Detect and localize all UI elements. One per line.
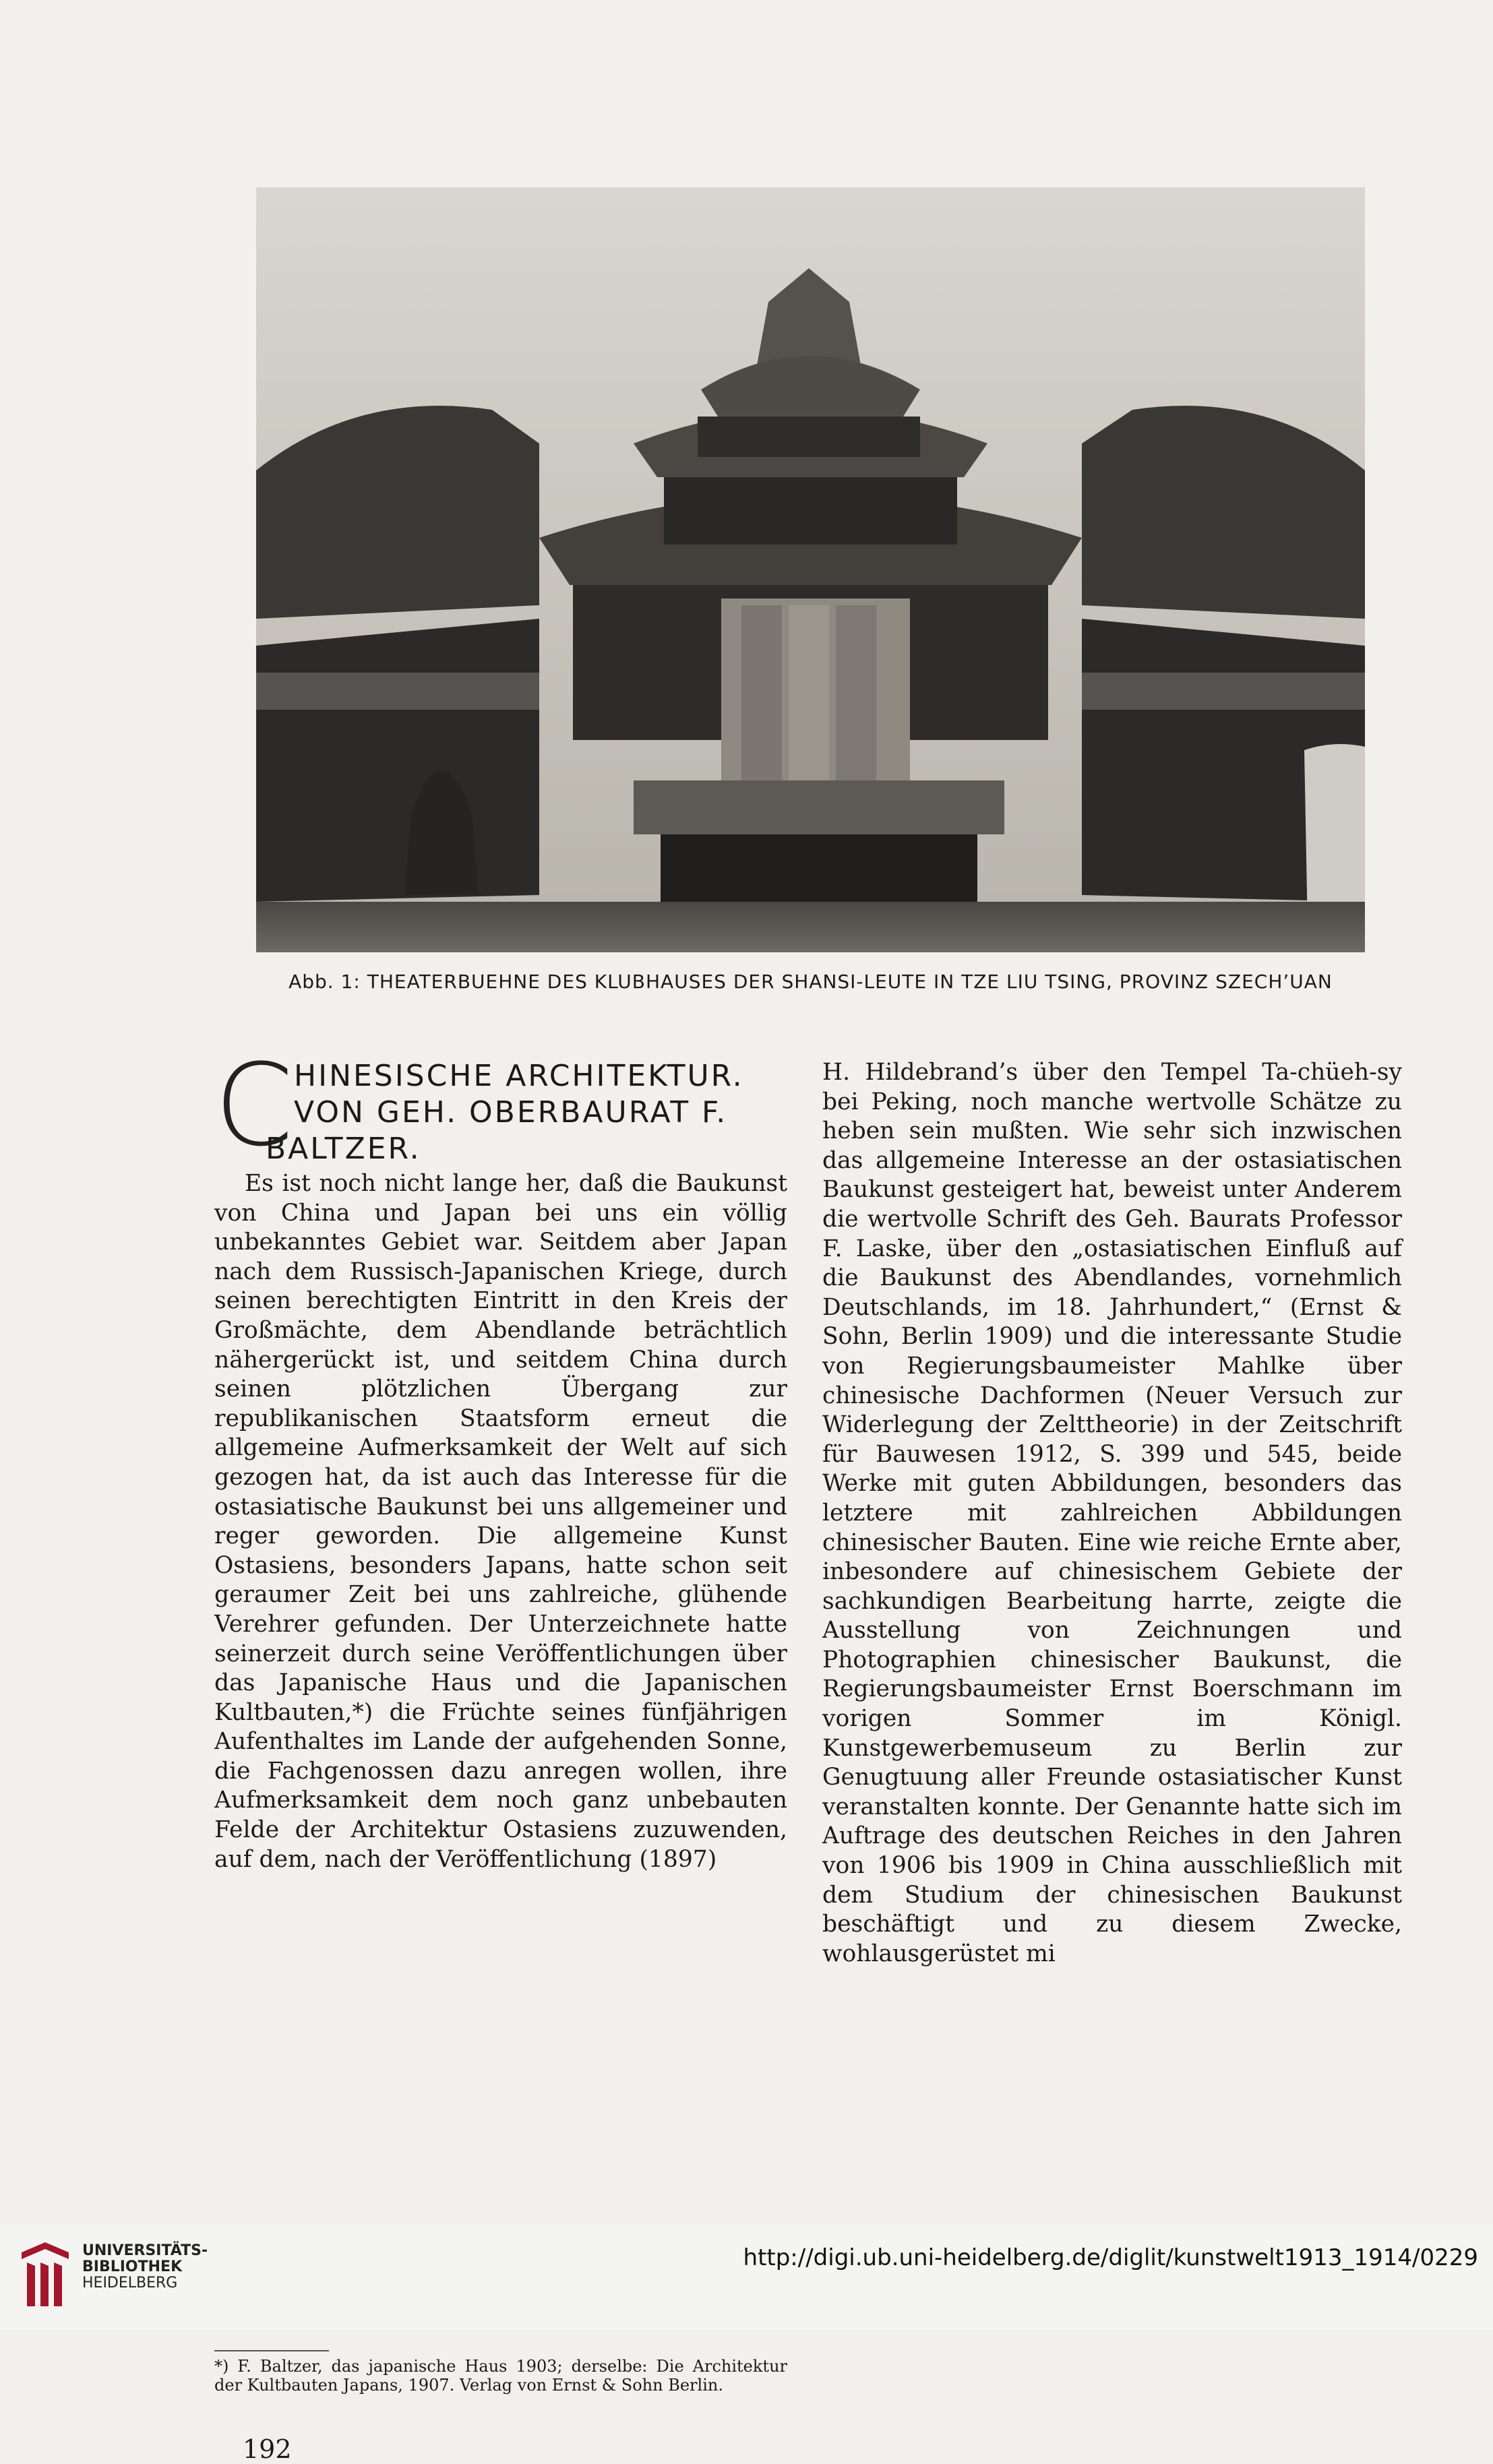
library-line-3: HEIDELBERG xyxy=(82,2275,178,2291)
page-number: 192 xyxy=(243,2434,292,2464)
article-left-column xyxy=(214,1039,787,1874)
library-line-1: UNIVERSITÄTS- xyxy=(82,2242,208,2259)
article-title xyxy=(214,1039,787,1171)
library-logo-icon[interactable] xyxy=(15,2239,75,2313)
footer-bar xyxy=(0,2224,1493,2330)
article-right-column xyxy=(822,1058,1402,1969)
title-line-2: VON GEH. OBERBAURAT F. xyxy=(294,1095,728,1130)
permalink-url[interactable]: http://digi.ub.uni-heidelberg.de/diglit/kunstwelt1913_1914/0229 xyxy=(743,2244,1478,2271)
library-line-2: BIBLIOTHEK xyxy=(82,2258,183,2275)
theater-stage-photograph xyxy=(256,187,1365,952)
left-column-text: Es ist noch nicht lange her, daß die Baukunst von China und Japan bei uns ein völlig unbekanntes Gebiet war. Seitdem aber Japan nach dem Russisch-Japanischen Kriege, durch seinen berechtigten Eintritt in den Kreis der Großmächte, dem Abendlande beträchtlich nähergerückt ist, und seitdem China durch seinen plötzlichen Übergang zur republikanischen Staatsform erneut die allgemeine Aufmerksamkeit der Welt auf sich gezogen hat, da ist auch das Interesse für die ostasiatische Baukunst bei uns allgemeiner und reger geworden. Die allgemeine Kunst Ostasiens, besonders Japans, hatte schon seit geraumer Zeit bei uns zahlreiche, glühende Verehrer gefunden. Der Unterzeichnete hatte seinerzeit durch seine Veröffentlichungen über das Japanische Haus und die Japanischen Kultbauten,*) die Früchte seines fünfjährigen Aufenthaltes im Lande der aufgehenden Sonne, die Fachgenossen dazu anregen wollen, ihre Aufmerksamkeit dem noch ganz unbebauten Felde der Architektur Ostasiens zuzuwenden, auf dem, nach der Veröffentlichung (1897) xyxy=(214,1170,787,1873)
library-name xyxy=(82,2243,208,2291)
right-column-text: H. Hildebrand’s über den Tempel Ta-chüeh-sy bei Peking, noch manche wertvolle Schätze zu heben sein mußten. Wie sehr sich inzwischen das allgemeine Interesse an der ostasiatischen Baukunst gesteigert hat, beweist unter Anderem die wertvolle Schrift des Geh. Baurats Professor F. Laske, über den „ostasiatischen Einfluß auf die Baukunst des Abendlandes, vornehmlich Deutschlands, im 18. Jahrhundert,“ (Ernst & Sohn, Berlin 1909) und die interessante Studie von Regierungsbaumeister Mahlke über chinesische Dachformen (Neuer Versuch zur Widerlegung der Zelttheorie) in der Zeitschrift für Bauwesen 1912, S. 399 und 545, beide Werke mit guten Abbildungen, besonders das letztere mit zahlreichen Abbildungen chinesischer Bauten. Eine wie reiche Ernte aber, inbesondere auf chinesischem Gebiete der sachkundigen Bearbeitung harrte, zeigte die Ausstellung von Zeichnungen und Photographien chinesischer Baukunst, die Regierungsbaumeister Ernst Boerschmann im vorigen Sommer im Königl. Kunstgewerbemuseum zu Berlin zur Genugtuung aller Freunde ostasiatischer Kunst veranstalten konnte. Der Genannte hatte sich im Auftrage des deutschen Reiches in den Jahren von 1906 bis 1909 in China ausschließlich mit dem Studium der chinesischen Baukunst beschäftigt und zu diesem Zwecke, wohlausgerüstet mi xyxy=(822,1059,1402,1967)
figure-caption: Abb. 1: THEATERBUEHNE DES KLUBHAUSES DER SHANSI-LEUTE IN TZE LIU TSING, PROVINZ SZECH’UAN xyxy=(288,971,1333,993)
footnote-rule xyxy=(214,2350,329,2351)
footnote: *) F. Baltzer, das japanische Haus 1903; derselbe: Die Architektur der Kultbauten Japans, 1907. Verlag von Ernst & Sohn Berlin. xyxy=(214,2357,787,2395)
title-line-1: HINESISCHE ARCHITEKTUR. xyxy=(294,1059,744,1093)
title-line-3: BALTZER. xyxy=(266,1132,421,1166)
title-dropcap: C xyxy=(214,1039,294,1171)
